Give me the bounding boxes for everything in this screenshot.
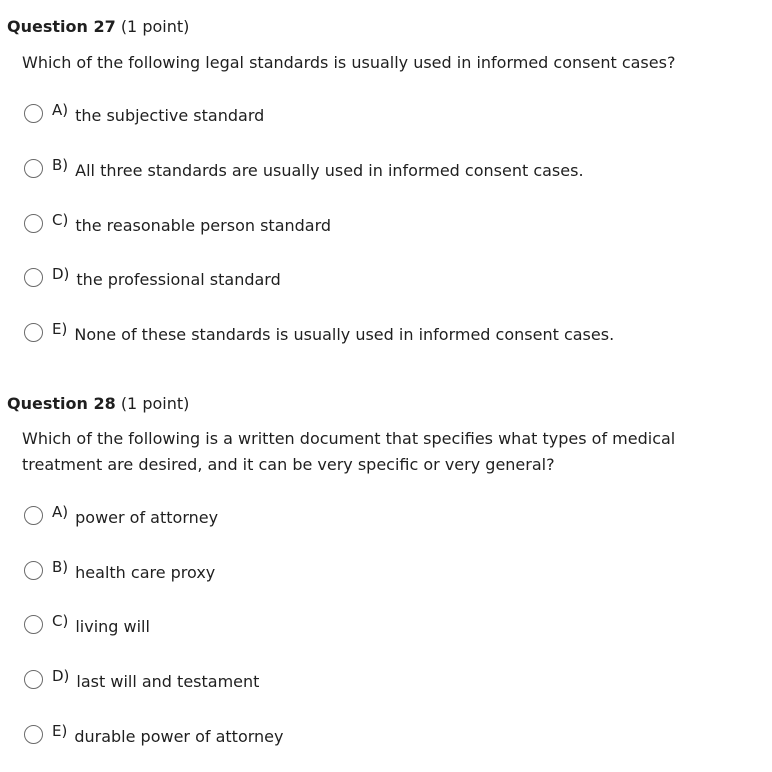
option-text: the subjective standard [75, 105, 265, 125]
option-letter: C) [52, 211, 69, 229]
q28-option-e[interactable] [24, 722, 284, 746]
question-title: Question 27 [7, 17, 116, 36]
option-letter: D) [52, 667, 70, 685]
radio-button[interactable] [24, 323, 43, 342]
option-letter: E) [52, 722, 68, 740]
option-text: All three standards are usually used in informed consent cases. [75, 160, 584, 180]
q28-option-c[interactable] [24, 612, 150, 636]
q28-option-a[interactable] [24, 503, 218, 527]
q27-option-b[interactable] [24, 156, 584, 180]
option-text: the reasonable person standard [75, 215, 332, 235]
option-letter: D) [52, 265, 70, 283]
option-text: power of attorney [75, 507, 219, 527]
radio-button[interactable] [24, 561, 43, 580]
radio-button[interactable] [24, 268, 43, 287]
question-points: (1 point) [120, 17, 190, 36]
radio-button[interactable] [24, 670, 43, 689]
question-27-text: Which of the following legal standards is usually used in informed consent cases? [22, 53, 676, 72]
q27-option-e[interactable] [24, 320, 614, 344]
option-letter: A) [52, 101, 69, 119]
option-letter: C) [52, 612, 69, 630]
q27-option-c[interactable] [24, 211, 331, 235]
q28-option-d[interactable] [24, 667, 259, 691]
question-28-header [7, 394, 189, 414]
option-letter: A) [52, 503, 69, 521]
option-text: the professional standard [76, 269, 281, 289]
question-title: Question 28 [7, 394, 116, 413]
radio-button[interactable] [24, 104, 43, 123]
q27-option-d[interactable] [24, 265, 281, 289]
option-text: durable power of attorney [74, 726, 284, 746]
q28-option-b[interactable] [24, 558, 215, 582]
radio-button[interactable] [24, 159, 43, 178]
question-points: (1 point) [120, 394, 190, 413]
radio-button[interactable] [24, 615, 43, 634]
radio-button[interactable] [24, 725, 43, 744]
option-text: health care proxy [75, 562, 216, 582]
option-text: None of these standards is usually used in informed consent cases. [74, 324, 615, 344]
radio-button[interactable] [24, 214, 43, 233]
radio-button[interactable] [24, 506, 43, 525]
option-letter: E) [52, 320, 68, 338]
q27-option-a[interactable] [24, 101, 264, 125]
option-text: living will [75, 616, 150, 636]
option-text: last will and testament [76, 671, 260, 691]
question-28-text: Which of the following is a written document that specifies what types of medical treatment are desired, and it can be very specific or very general? [22, 429, 676, 474]
question-27-header [7, 17, 189, 37]
option-letter: B) [52, 156, 69, 174]
option-letter: B) [52, 558, 69, 576]
